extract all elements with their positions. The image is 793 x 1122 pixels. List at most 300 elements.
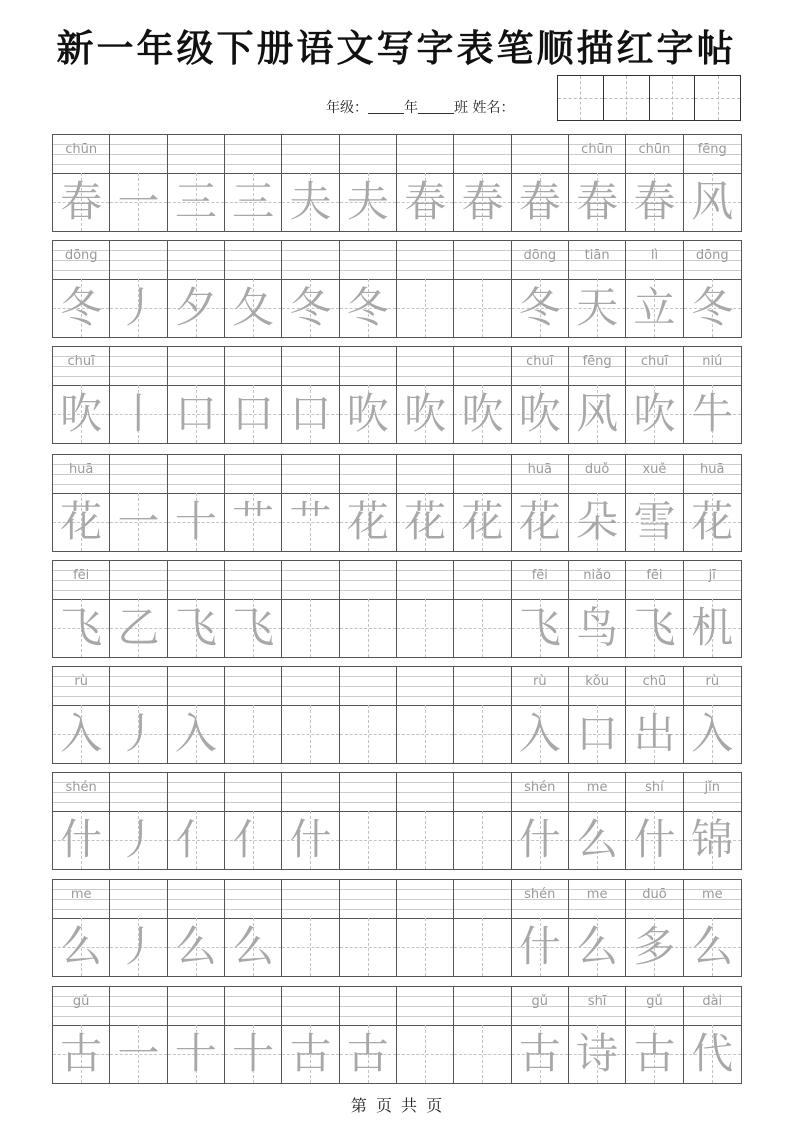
pinyin-text: chū [642,674,667,689]
pinyin-guide-line [282,164,338,165]
tian-zi-box [282,599,338,657]
practice-cell[interactable] [168,135,225,231]
trace-character: 风 [576,389,619,438]
pinyin-guide-line [569,376,625,377]
practice-cell[interactable] [53,241,110,337]
tian-zi-box [110,1025,166,1083]
tian-zi-box [168,173,224,231]
pinyin-guide-line [454,484,510,485]
tian-zi-box [569,1025,625,1083]
practice-cell[interactable] [168,773,225,869]
practice-cell[interactable] [53,347,110,443]
tian-zi-box [512,1025,568,1083]
pinyin-guide-line [53,164,109,165]
pinyin-guide-line [168,996,224,997]
pinyin-guide-line [684,270,741,271]
practice-cell[interactable] [110,773,167,869]
practice-cell[interactable] [512,241,569,337]
pinyin-lines [225,347,281,386]
practice-cell[interactable] [454,880,511,976]
pinyin-guide-line [454,676,510,677]
pinyin-guide-line [454,996,510,997]
practice-cell[interactable] [340,561,397,657]
tian-zi-box [282,173,338,231]
pinyin-guide-line [512,144,568,145]
practice-cell[interactable] [225,241,282,337]
practice-cell[interactable] [340,455,397,551]
practice-cell[interactable] [626,987,683,1083]
pinyin-guide-line [53,802,109,803]
tian-zi-box [684,279,741,337]
pinyin-text: tiān [584,248,610,263]
practice-cell[interactable] [512,667,569,763]
practice-cell[interactable] [454,561,511,657]
trace-character: 古 [346,1029,389,1078]
practice-cell[interactable] [110,347,167,443]
name-writing-boxes[interactable] [557,75,741,121]
pinyin-guide-line [340,464,396,465]
pinyin-lines [454,347,510,386]
pinyin-lines [397,241,453,280]
pinyin-lines [110,135,166,174]
practice-cell[interactable] [684,987,741,1083]
practice-cell[interactable] [512,135,569,231]
practice-cell[interactable] [340,880,397,976]
pinyin-guide-line [110,580,166,581]
pinyin-guide-line [225,366,281,367]
practice-cell[interactable] [53,561,110,657]
pinyin-lines [110,987,166,1026]
pinyin-guide-line [340,366,396,367]
pinyin-guide-line [168,144,224,145]
trace-character [397,705,453,763]
trace-character: 什 [518,815,561,864]
pinyin-guide-line [168,356,224,357]
pinyin-lines [454,773,510,812]
practice-cell[interactable] [282,667,339,763]
pinyin-lines [282,455,338,494]
practice-cell[interactable] [569,667,626,763]
pinyin-guide-line [454,802,510,803]
practice-cell[interactable] [454,987,511,1083]
pinyin-guide-line [340,792,396,793]
practice-cell[interactable] [340,987,397,1083]
pinyin-lines [168,135,224,174]
pinyin-guide-line [110,590,166,591]
pinyin-text: rù [705,674,720,689]
pinyin-guide-line [626,376,682,377]
practice-cell[interactable] [53,667,110,763]
practice-cell[interactable] [397,135,454,231]
practice-cell[interactable] [512,773,569,869]
trace-character: 花 [404,497,447,546]
practice-cell[interactable] [282,773,339,869]
pinyin-lines [168,667,224,706]
practice-cell[interactable] [225,773,282,869]
practice-row [52,666,742,764]
pinyin-guide-line [110,464,166,465]
grade-blank[interactable] [368,99,404,114]
pinyin-guide-line [454,580,510,581]
pinyin-guide-line [168,270,224,271]
tian-zi-box [340,811,396,869]
practice-cell[interactable] [512,455,569,551]
practice-cell[interactable] [110,987,167,1083]
tian-zi-box [626,385,682,443]
practice-cell[interactable] [53,987,110,1083]
practice-cell[interactable] [569,455,626,551]
practice-cell[interactable] [397,241,454,337]
tian-zi-box [53,811,109,869]
tian-zi-box [512,811,568,869]
practice-cell[interactable] [684,135,741,231]
pinyin-guide-line [225,696,281,697]
practice-cell[interactable] [340,667,397,763]
practice-cell[interactable] [397,455,454,551]
tian-zi-box [225,1025,281,1083]
pinyin-guide-line [225,464,281,465]
practice-cell[interactable] [626,667,683,763]
pinyin-guide-line [168,366,224,367]
practice-cell[interactable] [569,880,626,976]
trace-character: 夕 [174,283,217,332]
pinyin-text: me [586,887,608,902]
pinyin-guide-line [340,686,396,687]
pinyin-guide-line [340,164,396,165]
trace-character: 什 [633,815,676,864]
practice-cell[interactable] [454,135,511,231]
pinyin-guide-line [168,580,224,581]
practice-cell[interactable] [684,241,741,337]
pinyin-guide-line [340,696,396,697]
practice-cell[interactable] [282,135,339,231]
pinyin-guide-line [569,909,625,910]
tian-zi-box [340,705,396,763]
pinyin-guide-line [340,376,396,377]
practice-cell[interactable] [340,347,397,443]
tian-zi-box [110,705,166,763]
tian-zi-box [684,1025,741,1083]
tian-zi-box [454,493,510,551]
practice-cell[interactable] [282,880,339,976]
practice-cell[interactable] [569,987,626,1083]
pinyin-guide-line [282,580,338,581]
practice-cell[interactable] [340,241,397,337]
pinyin-guide-line [512,270,568,271]
practice-cell[interactable] [684,455,741,551]
practice-cell[interactable] [626,135,683,231]
tian-zi-box [397,385,453,443]
trace-character: 机 [691,603,734,652]
pinyin-guide-line [53,909,109,910]
pinyin-lines [168,987,224,1026]
pinyin-guide-line [397,144,453,145]
practice-cell[interactable] [110,135,167,231]
pinyin-guide-line [626,484,682,485]
practice-cell[interactable] [454,347,511,443]
practice-cell[interactable] [454,241,511,337]
pinyin-lines [684,773,741,812]
practice-cell[interactable] [397,347,454,443]
practice-cell[interactable] [569,773,626,869]
tian-zi-box [684,811,741,869]
worksheet-title: 新一年级下册语文写字表笔顺描红字帖 [56,26,737,70]
practice-cell[interactable] [53,455,110,551]
practice-cell[interactable] [684,667,741,763]
pinyin-lines [569,561,625,600]
practice-cell[interactable] [168,455,225,551]
trace-character: 艹 [289,497,332,546]
pinyin-lines [569,347,625,386]
practice-cell[interactable] [684,773,741,869]
tian-zi-box [225,705,281,763]
pinyin-guide-line [454,356,510,357]
class-blank[interactable] [418,99,454,114]
practice-cell[interactable] [110,880,167,976]
practice-row [52,560,742,658]
pinyin-guide-line [225,250,281,251]
practice-cell[interactable] [454,667,511,763]
pinyin-guide-line [626,270,682,271]
practice-cell[interactable] [626,347,683,443]
trace-character: 飞 [633,603,676,652]
practice-cell[interactable] [168,561,225,657]
practice-cell[interactable] [454,773,511,869]
trace-character: 天 [576,283,619,332]
trace-character [454,918,510,976]
pinyin-lines [512,987,568,1026]
pinyin-guide-line [340,889,396,890]
name-box[interactable] [604,76,650,120]
practice-cell[interactable] [168,987,225,1083]
trace-character [282,599,338,657]
tian-zi-box [454,599,510,657]
practice-cell[interactable] [626,455,683,551]
trace-character: 诗 [576,1029,619,1078]
pinyin-text: chuī [67,354,95,369]
pinyin-guide-line [168,782,224,783]
pinyin-guide-line [512,802,568,803]
tian-zi-box [282,1025,338,1083]
practice-cell[interactable] [53,135,110,231]
pinyin-guide-line [110,802,166,803]
practice-cell[interactable] [626,561,683,657]
practice-cell[interactable] [110,455,167,551]
pinyin-guide-line [397,792,453,793]
tian-zi-box [569,811,625,869]
trace-character [397,918,453,976]
pinyin-lines [684,135,741,174]
name-box[interactable] [650,76,696,120]
pinyin-lines [282,135,338,174]
trace-character [397,1025,453,1083]
trace-character: 一 [117,177,160,226]
pinyin-guide-line [225,889,281,890]
practice-cell[interactable] [168,880,225,976]
practice-cell[interactable] [684,880,741,976]
trace-character: 春 [404,177,447,226]
practice-cell[interactable] [512,347,569,443]
practice-cell[interactable] [569,135,626,231]
trace-character: 春 [60,177,103,226]
tian-zi-box [454,811,510,869]
trace-character [454,811,510,869]
practice-cell[interactable] [53,880,110,976]
practice-cell[interactable] [225,455,282,551]
practice-cell[interactable] [397,561,454,657]
pinyin-lines [569,773,625,812]
pinyin-lines [168,347,224,386]
tian-zi-box [282,811,338,869]
practice-cell[interactable] [397,773,454,869]
practice-cell[interactable] [53,773,110,869]
pinyin-lines [684,347,741,386]
practice-cell[interactable] [684,561,741,657]
practice-cell[interactable] [168,241,225,337]
pinyin-lines [53,135,109,174]
practice-cell[interactable] [282,561,339,657]
practice-cell[interactable] [626,773,683,869]
practice-cell[interactable] [225,667,282,763]
tian-zi-box [168,1025,224,1083]
trace-character: 春 [518,177,561,226]
practice-cell[interactable] [397,880,454,976]
trace-character: 花 [461,497,504,546]
pinyin-lines [282,561,338,600]
trace-character [454,279,510,337]
pinyin-guide-line [454,250,510,251]
pinyin-guide-line [110,260,166,261]
pinyin-guide-line [454,792,510,793]
practice-cell[interactable] [110,561,167,657]
name-box[interactable] [695,76,740,120]
pinyin-lines [684,241,741,280]
practice-cell[interactable] [225,880,282,976]
pinyin-text: shī [587,994,607,1009]
practice-cell[interactable] [168,667,225,763]
practice-cell[interactable] [282,987,339,1083]
practice-cell[interactable] [397,987,454,1083]
practice-cell[interactable] [282,455,339,551]
practice-cell[interactable] [225,347,282,443]
pinyin-lines [684,880,741,919]
trace-character [340,705,396,763]
practice-cell[interactable] [569,561,626,657]
pinyin-text: jī [708,568,716,583]
pinyin-text: shén [65,780,97,795]
pinyin-guide-line [684,164,741,165]
pinyin-guide-line [225,590,281,591]
practice-cell[interactable] [626,880,683,976]
name-label: 姓名： [472,100,515,116]
trace-character: 冬 [289,283,332,332]
tian-zi-box [282,279,338,337]
practice-cell[interactable] [340,135,397,231]
trace-character: 丿 [117,283,160,332]
pinyin-text: huā [527,462,553,477]
tian-zi-box [684,493,741,551]
pinyin-lines [397,667,453,706]
pinyin-lines [225,135,281,174]
tian-zi-box [684,918,741,976]
practice-cell[interactable] [569,347,626,443]
practice-cell[interactable] [225,561,282,657]
practice-cell[interactable] [225,987,282,1083]
name-box[interactable] [558,76,604,120]
pinyin-guide-line [282,889,338,890]
practice-cell[interactable] [110,667,167,763]
practice-cell[interactable] [569,241,626,337]
pinyin-lines [340,241,396,280]
practice-cell[interactable] [110,241,167,337]
practice-cell[interactable] [225,135,282,231]
pinyin-text: me [70,887,92,902]
practice-cell[interactable] [397,667,454,763]
trace-character: 什 [289,815,332,864]
pinyin-lines [340,987,396,1026]
trace-character: 什 [60,815,103,864]
trace-character: 什 [518,922,561,971]
tian-zi-box [110,279,166,337]
pinyin-lines [110,880,166,919]
practice-cell[interactable] [282,241,339,337]
tian-zi-box [53,493,109,551]
practice-cell[interactable] [454,455,511,551]
practice-cell[interactable] [282,347,339,443]
pinyin-guide-line [282,676,338,677]
practice-cell[interactable] [626,241,683,337]
practice-cell[interactable] [512,880,569,976]
pinyin-guide-line [282,909,338,910]
tian-zi-box [684,705,741,763]
pinyin-guide-line [684,484,741,485]
practice-cell[interactable] [684,347,741,443]
tian-zi-box [512,385,568,443]
practice-cell[interactable] [168,347,225,443]
pinyin-lines [110,455,166,494]
pinyin-guide-line [282,996,338,997]
trace-character: 吹 [404,389,447,438]
pinyin-text: shén [524,887,556,902]
practice-row [52,346,742,444]
pinyin-guide-line [282,356,338,357]
pinyin-text: shí [645,780,664,795]
pinyin-guide-line [454,164,510,165]
pinyin-guide-line [397,474,453,475]
pinyin-guide-line [397,696,453,697]
pinyin-guide-line [397,1006,453,1007]
trace-character: 三 [174,177,217,226]
pinyin-text: gǔ [531,994,549,1009]
pinyin-guide-line [282,590,338,591]
practice-cell[interactable] [512,561,569,657]
pinyin-guide-line [168,696,224,697]
pinyin-guide-line [397,1016,453,1017]
practice-cell[interactable] [340,773,397,869]
pinyin-guide-line [626,802,682,803]
tian-zi-box [110,918,166,976]
pinyin-guide-line [225,474,281,475]
tian-zi-box [168,279,224,337]
pinyin-guide-line [454,464,510,465]
trace-character: 入 [691,709,734,758]
class-label: 班 [454,100,468,116]
tian-zi-box [168,918,224,976]
pinyin-guide-line [53,376,109,377]
tian-zi-box [225,173,281,231]
practice-cell[interactable] [512,987,569,1083]
pinyin-guide-line [397,164,453,165]
